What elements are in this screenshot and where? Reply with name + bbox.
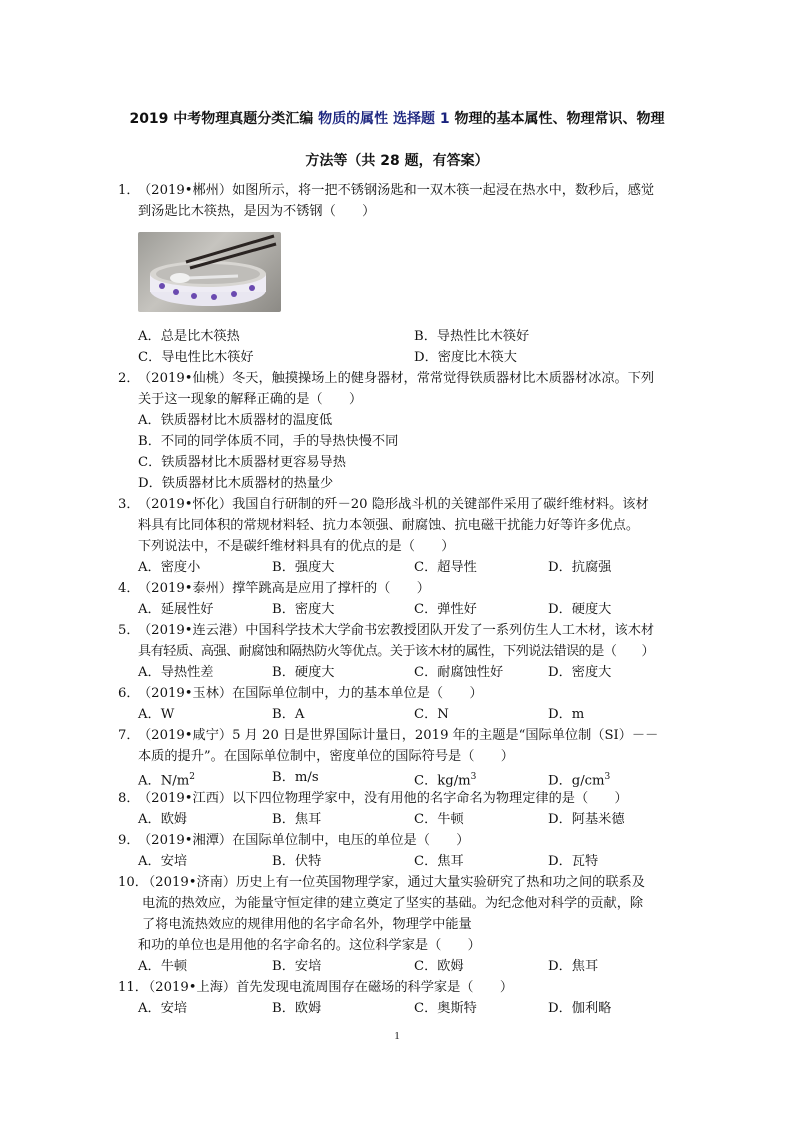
question-number: 4．	[118, 581, 140, 596]
option-d[interactable]: D．m	[548, 707, 585, 722]
question-number: 1．	[118, 183, 140, 198]
option-c[interactable]: C．奥斯特	[414, 1001, 477, 1016]
stem-line: 料具有比同体积的常规材料轻、抗力本领强、耐腐蚀、抗电磁干扰能力好等许多优点。	[138, 518, 640, 533]
question-number: 3．	[118, 497, 140, 512]
question-stem	[138, 180, 688, 222]
spoon-chopsticks-photo	[138, 232, 281, 312]
option-b[interactable]: B．伏特	[272, 854, 322, 869]
option-c[interactable]: C．N	[414, 707, 449, 722]
title-highlight-type: 选择题 1	[393, 111, 450, 127]
option-d[interactable]: D．密度比木筷大	[414, 350, 517, 365]
option-c[interactable]: C．耐腐蚀性好	[414, 665, 504, 680]
page-number: 1	[394, 1030, 400, 1042]
question-8	[118, 788, 688, 830]
option-b[interactable]: B．导热性比木筷好	[414, 329, 530, 344]
option-b[interactable]: B．不同的同学体质不同，手的导热快慢不同	[138, 434, 399, 449]
option-d[interactable]: D．阿基米德	[548, 812, 625, 827]
stem-line: 本质的提升”。在国际单位制中，密度单位的国际符号是（ ）	[138, 749, 514, 764]
option-b[interactable]: B．欧姆	[272, 1001, 322, 1016]
question-number: 10．	[118, 875, 148, 890]
option-b[interactable]: B．强度大	[272, 560, 335, 575]
option-d[interactable]: D．硬度大	[548, 602, 612, 617]
option-a[interactable]: A．导热性差	[138, 665, 214, 680]
question-10	[118, 872, 688, 977]
option-c[interactable]: C．焦耳	[414, 854, 464, 869]
title-suffix: 物理的基本属性、物理常识、物理	[449, 111, 665, 127]
option-b[interactable]: B．A	[272, 707, 305, 722]
stem-line: （2019•咸宁）5 月 20 日是世界国际计量日，2019 年的主题是“国际单位制（SI）－－	[138, 728, 659, 743]
stem-line: （2019•上海）首先发现电流周围存在磁场的科学家是（ ）	[142, 980, 514, 995]
option-a-sup: 2	[189, 772, 195, 782]
option-d[interactable]: D．瓦特	[548, 854, 599, 869]
question-4	[118, 578, 688, 620]
option-b[interactable]: B．m/s	[272, 770, 319, 785]
question-number: 7．	[118, 728, 140, 743]
option-d[interactable]: D．焦耳	[548, 959, 599, 974]
question-number: 5．	[118, 623, 140, 638]
stem-line: （2019•济南）历史上有一位英国物理学家，通过大量实验研究了热和功之间的联系及	[142, 875, 645, 890]
question-number: 6．	[118, 686, 140, 701]
stem-line: 了将电流热效应的规律用他的名字命名外，物理学中能量	[142, 917, 472, 932]
option-b[interactable]: B．安培	[272, 959, 322, 974]
option-c[interactable]: C．导电性比木筷好	[138, 350, 254, 365]
question-number: 11．	[118, 980, 148, 995]
option-a[interactable]: A．密度小	[138, 560, 201, 575]
stem-line: 和功的单位也是用他的名字命名的。这位科学家是（ ）	[138, 938, 481, 953]
option-d[interactable]: D．铁质器材比木质器材的热量少	[138, 476, 334, 491]
option-b[interactable]: B．密度大	[272, 602, 335, 617]
stem-line: （2019•连云港）中国科学技术大学俞书宏教授团队开发了一系列仿生人工木材，该木材	[138, 623, 655, 638]
stem-line: 到汤匙比木筷热，是因为不锈钢（ ）	[138, 204, 376, 219]
option-d-text: D．g/cm	[548, 773, 605, 789]
document-title-line2: 方法等（共 28 题，有答案）	[305, 153, 489, 169]
option-c[interactable]: C．弹性好	[414, 602, 477, 617]
question-11	[118, 977, 688, 1019]
stem-line: （2019•湘潭）在国际单位制中，电压的单位是（ ）	[138, 833, 470, 848]
option-d[interactable]: D．伽利略	[548, 1001, 612, 1016]
option-a[interactable]: A．延展性好	[138, 602, 214, 617]
stem-line: （2019•怀化）我国自行研制的歼－20 隐形战斗机的关键部件采用了碳纤维材料。该材	[138, 497, 649, 512]
stem-line: （2019•仙桃）冬天，触摸操场上的健身器材，常常觉得铁质器材比木质器材冰凉。下列	[138, 371, 655, 386]
question-9	[118, 830, 688, 872]
question-number: 2．	[118, 371, 140, 386]
question-1	[118, 180, 688, 222]
title-prefix: 2019 中考物理真题分类汇编	[129, 111, 319, 127]
option-d[interactable]: D．抗腐强	[548, 560, 612, 575]
stem-line: 电流的热效应，为能量守恒定律的建立奠定了坚实的基础。为纪念他对科学的贡献，除	[142, 896, 644, 911]
option-a[interactable]: A．W	[138, 707, 175, 722]
document-title-line1	[100, 108, 694, 128]
stem-line: 关于这一现象的解释正确的是（ ）	[138, 392, 363, 407]
stem-line: （2019•郴州）如图所示，将一把不锈钢汤匙和一双木筷一起浸在热水中，数秒后，感觉	[138, 183, 655, 198]
title-highlight-topic: 物质的属性	[318, 111, 389, 127]
question-2	[118, 368, 688, 494]
option-c[interactable]: C．超导性	[414, 560, 477, 575]
option-a-text: A．N/m	[138, 773, 190, 789]
stem-line: 下列说法中，不是碳纤维材料具有的优点的是（ ）	[138, 539, 455, 554]
option-a[interactable]: A．牛顿	[138, 959, 188, 974]
option-d-sup: 3	[604, 772, 611, 782]
option-c[interactable]: C．铁质器材比木质器材更容易导热	[138, 455, 346, 470]
option-c[interactable]: C．欧姆	[414, 959, 464, 974]
option-d[interactable]: D．密度大	[548, 665, 612, 680]
question-number: 8．	[118, 791, 140, 806]
question-7	[118, 725, 688, 788]
stem-line: 具有轻质、高强、耐腐蚀和隔热防火等优点。关于该木材的属性，下列说法错误的是（ ）	[138, 644, 655, 659]
option-a[interactable]: A．铁质器材比木质器材的温度低	[138, 413, 333, 428]
option-c-text: C．kg/m	[414, 773, 471, 789]
option-c-sup: 3	[470, 772, 477, 782]
question-3	[118, 494, 688, 578]
stem-line: （2019•江西）以下四位物理学家中，没有用他的名字命名为物理定律的是（ ）	[138, 791, 628, 806]
question-5	[118, 620, 688, 683]
option-b[interactable]: B．硬度大	[272, 665, 335, 680]
question-number: 9．	[118, 833, 140, 848]
question-6	[118, 683, 688, 725]
option-a[interactable]: A．欧姆	[138, 812, 188, 827]
option-b[interactable]: B．焦耳	[272, 812, 322, 827]
option-a[interactable]: A．总是比木筷热	[138, 329, 240, 344]
stem-line: （2019•泰州）撑竿跳高是应用了撑杆的（ ）	[138, 581, 430, 596]
option-a[interactable]: A．安培	[138, 854, 188, 869]
stem-line: （2019•玉林）在国际单位制中，力的基本单位是（ ）	[138, 686, 483, 701]
question-1-options	[118, 326, 688, 368]
option-c[interactable]: C．牛顿	[414, 812, 464, 827]
photo-illustration	[138, 232, 281, 312]
option-a[interactable]: A．安培	[138, 1001, 188, 1016]
